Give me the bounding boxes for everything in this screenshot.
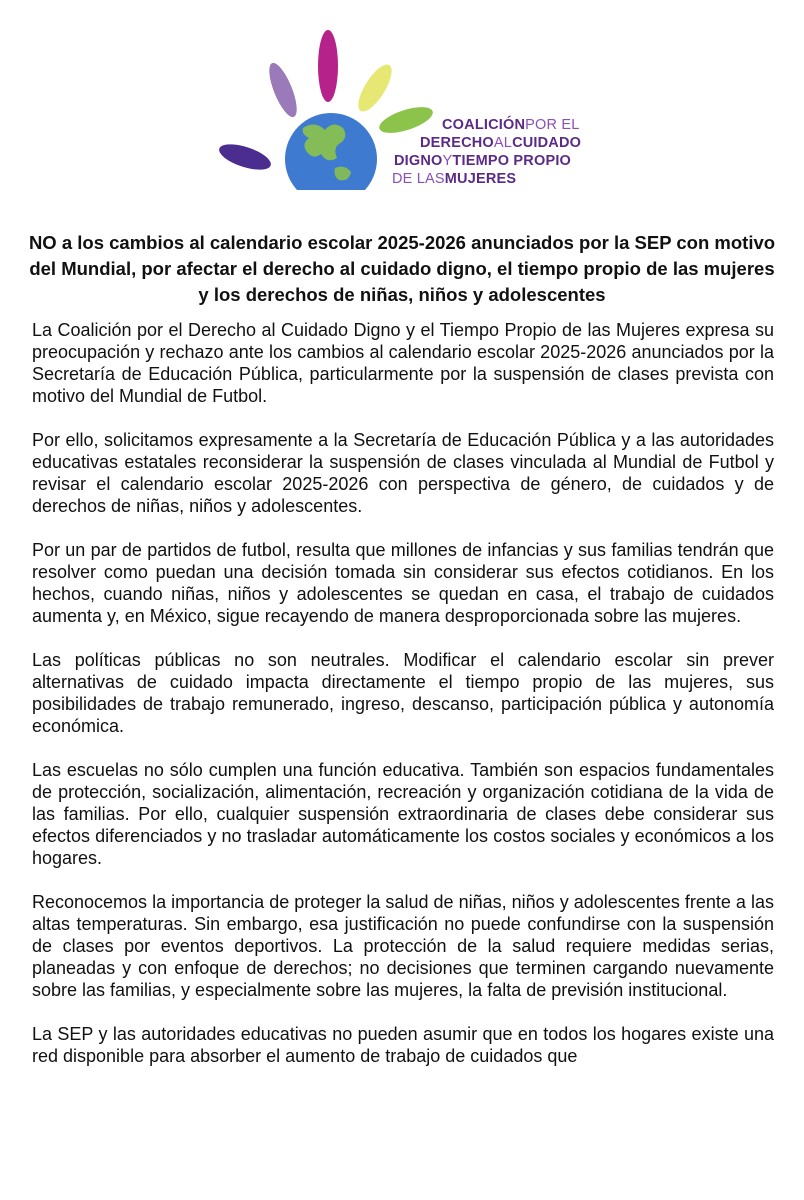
paragraph-3: Por un par de partidos de futbol, resulta que millones de infancias y sus familias tendrán que resolver como puedan una decisión tomada sin considerar sus efectos cotidianos. En los hechos, cuando niñas, niños y adolescentes se quedan en casa, el trabajo de cuidados aumenta y, en México, sigue recayendo de manera desproporcionada sobre las mujeres. [32,540,774,626]
finger-magenta-icon [318,30,338,102]
document-title: NO a los cambios al calendario escolar 2025-2026 anunciados por la SEP con motivo del Mundial, por afectar el derecho al cuidado digno, el tiempo propio de las mujeres y los derechos de niñas, niños y adolescentes [28,232,776,305]
finger-yellow-icon [352,60,398,116]
paragraph-2: Por ello, solicitamos expresamente a la Secretaría de Educación Pública y a las autoridades educativas estatales reconsiderar la suspensión de clases vinculada al Mundial de Futbol y revisar el calendario escolar 2025-2026 con perspectiva de género, de cuidados y de derechos de niñas, niños y adolescentes. [32,430,774,516]
paragraph-1: La Coalición por el Derecho al Cuidado Digno y el Tiempo Propio de las Mujeres expresa su preocupación y rechazo ante los cambios al calendario escolar 2025-2026 anunciados por la Secretaría de Educación Pública, particularmente por la suspensión de clases prevista con motivo del Mundial de Futbol. [32,320,774,406]
logo-wordmark: COALICIÓNPOR EL DERECHOALCUIDADO DIGNOYTIEMPO PROPIO DE LASMUJERES [392,117,582,187]
paragraph-5: Las escuelas no sólo cumplen una función educativa. También son espacios fundamentales de protección, socialización, alimentación, recreación y organización cotidiana de la vida de las familias. Por ello, cualquier suspensión extraordinaria de clases debe considerar sus efectos diferenciados y no trasladar automáticamente los costos sociales y económicos a los hogares. [32,760,774,868]
document-body [32,319,774,1089]
paragraph-4: Las políticas públicas no son neutrales. Modificar el calendario escolar sin prever alternativas de cuidado impacta directamente el tiempo propio de las mujeres, sus posibilidades de trabajo remunerado, ingreso, descanso, participación pública y autonomía económica. [32,650,774,736]
coalition-logo [0,0,804,215]
paragraph-7: La SEP y las autoridades educativas no pueden asumir que en todos los hogares existe una red disponible para absorber el aumento de trabajo de cuidados que [32,1024,774,1066]
paragraph-6: Reconocemos la importancia de proteger la salud de niñas, niños y adolescentes frente a las altas temperaturas. Sin embargo, esa justificación no puede confundirse con la suspensión de clases por eventos deportivos. La protección de la salud requiere medidas serias, planeadas y con enfoque de derechos; no decisiones que terminen cargando nuevamente sobre las familias, y especialmente sobre las mujeres, la falta de previsión institucional. [32,892,774,1000]
finger-mauve-icon [264,60,302,121]
finger-violet-icon [216,139,274,175]
